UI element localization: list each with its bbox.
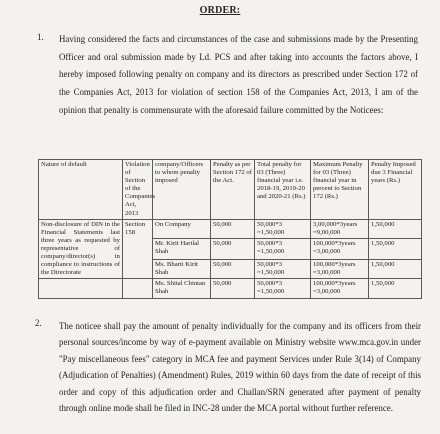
header-penalty-imposed: Penalty Imposed due 3 Financial years (Rs.) — [369, 160, 422, 220]
paragraph-number-2: 2. — [35, 318, 42, 328]
penalty-cell: 50,000 — [211, 259, 255, 278]
paragraph-number-1: 1. — [37, 32, 44, 42]
header-nature-of-default: Nature of default — [39, 160, 123, 220]
penalty-cell: 50,000 — [211, 238, 255, 259]
header-penalty-per-section: Penalty as per Section 172 of the Act. — [211, 160, 255, 220]
paragraph-1: Having considered the facts and circumstances of the case and submissions made by the Presenting Officer and oral submission made by Ld. PCS and after taking into accounts the factors above, I hereby imposed following penalty on company and its directors as prescribed under Section 172 of the Companies Act, 2013 for violation of section 158 of the Companies Act, 2013, I am of the opinion that penalty is commensurate with the aforesaid failure committed by the Noticees: — [59, 34, 418, 115]
header-maximum-penalty: Maximum Penalty for 03 (Three) financial year in percent to Section 172 (Rs.) — [311, 160, 369, 220]
total-cell: 50,000*3 =1,50,000 — [255, 259, 311, 278]
table-header-row — [39, 160, 422, 220]
maximum-cell: 100,000*3years =3,00,000 — [311, 238, 369, 259]
header-violation-section: Violation of Section of the Companies Act, 2013 — [123, 160, 153, 220]
party-cell: On Company — [153, 219, 211, 238]
penalty-table — [38, 159, 422, 299]
empty-cell — [39, 279, 123, 298]
total-cell: 50,000*3 =1,50,000 — [255, 219, 311, 238]
section-cell: Section 158 — [123, 219, 153, 279]
maximum-cell: 3,00,000*3years =9,00,000 — [311, 219, 369, 238]
penalty-cell: 50,000 — [211, 279, 255, 298]
paragraph-2: The noticee shall pay the amount of penalty individually for the company and its officers from their personal sources/income by way of e-payment available on Ministry website www.mca.gov.in under "Pay miscellaneous fees" category in MCA fee and payment Services under Rule 3(14) of Company (Adjudication of Penalties) (Amendment) Rules, 2019 within 60 days from the date of receipt of this order and copy of this adjudication order and Challan/SRN generated after payment of penalty through online mode shall be filed in INC-28 under the MCA portal without further reference. — [59, 321, 421, 414]
total-cell: 50,000*3 =1,50,000 — [255, 279, 311, 298]
maximum-cell: 100,000*3years =3,00,000 — [311, 259, 369, 278]
order-title: ORDER: — [199, 5, 241, 16]
imposed-cell: 1,50,000 — [369, 238, 422, 259]
nature-of-default-cell: Non-disclosure of DIN in the Financial Statements last three years as requested by representative of company/director(s) in compliance to instructions of the Directorate — [39, 219, 123, 279]
party-cell: Mr. Kirit Harilal Shah — [153, 238, 211, 259]
header-total-penalty: Total penalty for 03 (Three) financial year i.e. 2018-19, 2019-20 and 2020-21 (Rs.) — [255, 160, 311, 220]
party-cell: Ms. Shital Chintan Shah — [153, 279, 211, 298]
maximum-cell: 100,000*3years =3,00,000 — [311, 279, 369, 298]
table-row — [39, 279, 422, 298]
imposed-cell: 1,50,000 — [369, 219, 422, 238]
total-cell: 50,000*3 =1,50,000 — [255, 238, 311, 259]
party-cell: Ms. Bharti Kirit Shah — [153, 259, 211, 278]
penalty-cell: 50,000 — [211, 219, 255, 238]
imposed-cell: 1,50,000 — [369, 259, 422, 278]
empty-cell — [123, 279, 153, 298]
table-row — [39, 219, 422, 238]
imposed-cell: 1,50,000 — [369, 279, 422, 298]
header-officers: company/Officers to whom penalty imposed — [153, 160, 211, 220]
